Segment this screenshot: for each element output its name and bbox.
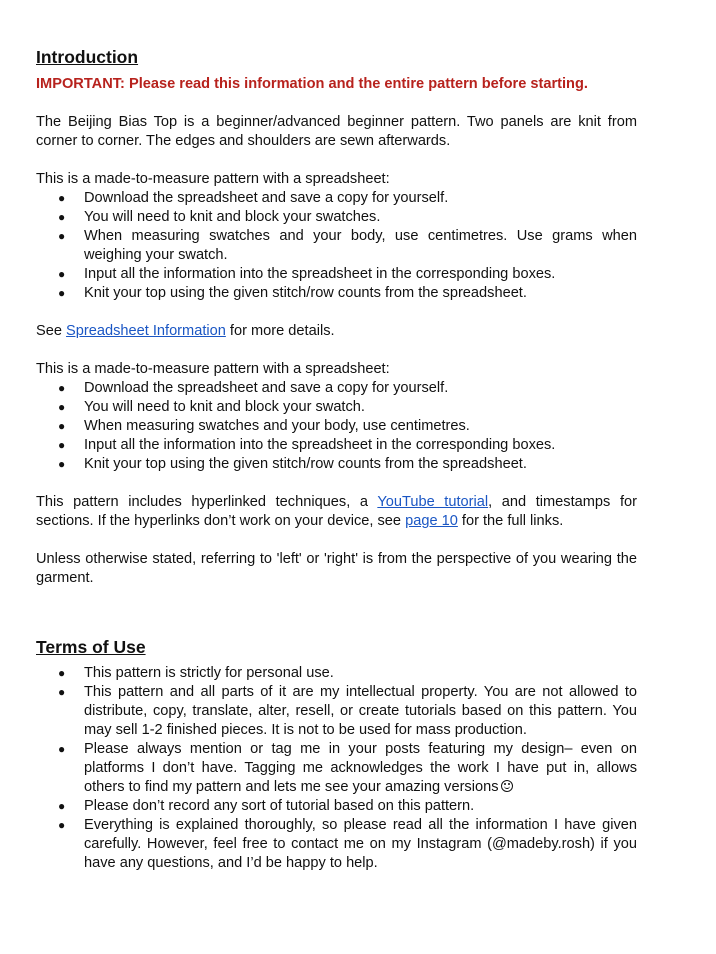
terms-of-use-heading: Terms of Use	[36, 637, 146, 657]
bullet-icon: ●	[58, 381, 66, 395]
list2	[36, 379, 637, 474]
spreadsheet-information-link[interactable]: Spreadsheet Information	[66, 323, 226, 339]
bullet-icon: ●	[58, 191, 66, 205]
youtube-tutorial-link[interactable]: YouTube tutorial	[377, 494, 489, 510]
list-item: ● You will need to knit and block your swatch.	[58, 399, 365, 415]
bullet-icon: ●	[58, 267, 66, 281]
bullet-icon: ●	[58, 666, 66, 680]
bullet-icon: ●	[58, 818, 66, 832]
list-item: ● This pattern and all parts of it are my intellectual property. You are not allowed to distribute, copy, translate, alter, resell, or create tutorials based on this pattern. You may sell 1-2 finished pieces. It is not to be used for mass production.	[58, 684, 637, 738]
list-item: ● You will need to knit and block your swatches.	[58, 209, 381, 225]
hyperlink-paragraph: This pattern includes hyperlinked techniques, a YouTube tutorial, and timestamps for sections. If the hyperlinks don’t work on your device, see page 10 for the full links.	[36, 494, 637, 529]
bullet-icon: ●	[58, 419, 66, 433]
list-item: ● Knit your top using the given stitch/row counts from the spreadsheet.	[58, 456, 527, 472]
see-spreadsheet-line: See Spreadsheet Information for more details.	[36, 323, 335, 339]
list-item: ● Download the spreadsheet and save a copy for yourself.	[58, 380, 449, 396]
important-notice: IMPORTANT: Please read this information and the entire pattern before starting.	[36, 76, 588, 92]
list-item: ● Input all the information into the spreadsheet in the corresponding boxes.	[58, 266, 556, 282]
list-item: ● Knit your top using the given stitch/row counts from the spreadsheet.	[58, 285, 527, 301]
list-item: ● Input all the information into the spreadsheet in the corresponding boxes.	[58, 437, 556, 453]
bullet-icon: ●	[58, 685, 66, 699]
list-item: ● Everything is explained thoroughly, so please read all the information I have given carefully. However, feel free to contact me on my Instagram (@madeby.rosh) if you have any questions, and I’d be happy to help.	[58, 817, 637, 871]
bullet-icon: ●	[58, 210, 66, 224]
bullet-icon: ●	[58, 438, 66, 452]
list-item: ● When measuring swatches and your body, use centimetres.	[58, 418, 470, 434]
list-item: ● Please always mention or tag me in your posts featuring my design– even on platforms I don’t have. Tagging me acknowledges the work I have put in, allows others to find my pattern and lets me see your amazing versions	[58, 741, 637, 795]
terms-list	[36, 664, 637, 873]
smiley-icon	[501, 780, 513, 792]
list1-intro: This is a made-to-measure pattern with a spreadsheet:	[36, 171, 390, 187]
bullet-icon: ●	[58, 286, 66, 300]
bullet-icon: ●	[58, 400, 66, 414]
bullet-icon: ●	[58, 799, 66, 813]
bullet-icon: ●	[58, 229, 66, 243]
list2-intro: This is a made-to-measure pattern with a spreadsheet:	[36, 361, 390, 377]
list-item: ● Please don’t record any sort of tutorial based on this pattern.	[58, 798, 475, 814]
list-item: ● When measuring swatches and your body, use centimetres. Use grams when weighing your swatch.	[58, 228, 637, 263]
list-item: ● Download the spreadsheet and save a copy for yourself.	[58, 190, 449, 206]
intro-paragraph: The Beijing Bias Top is a beginner/advanced beginner pattern. Two panels are knit from corner to corner. The edges and shoulders are sewn afterwards.	[36, 114, 637, 149]
introduction-heading: Introduction	[36, 47, 139, 67]
document-page	[36, 46, 637, 873]
page-10-link[interactable]: page 10	[405, 513, 458, 529]
list1	[36, 189, 637, 303]
list-item: ● This pattern is strictly for personal use.	[58, 665, 334, 681]
bullet-icon: ●	[58, 457, 66, 471]
bullet-icon: ●	[58, 742, 66, 756]
perspective-paragraph: Unless otherwise stated, referring to 'left' or 'right' is from the perspective of you wearing the garment.	[36, 551, 637, 586]
